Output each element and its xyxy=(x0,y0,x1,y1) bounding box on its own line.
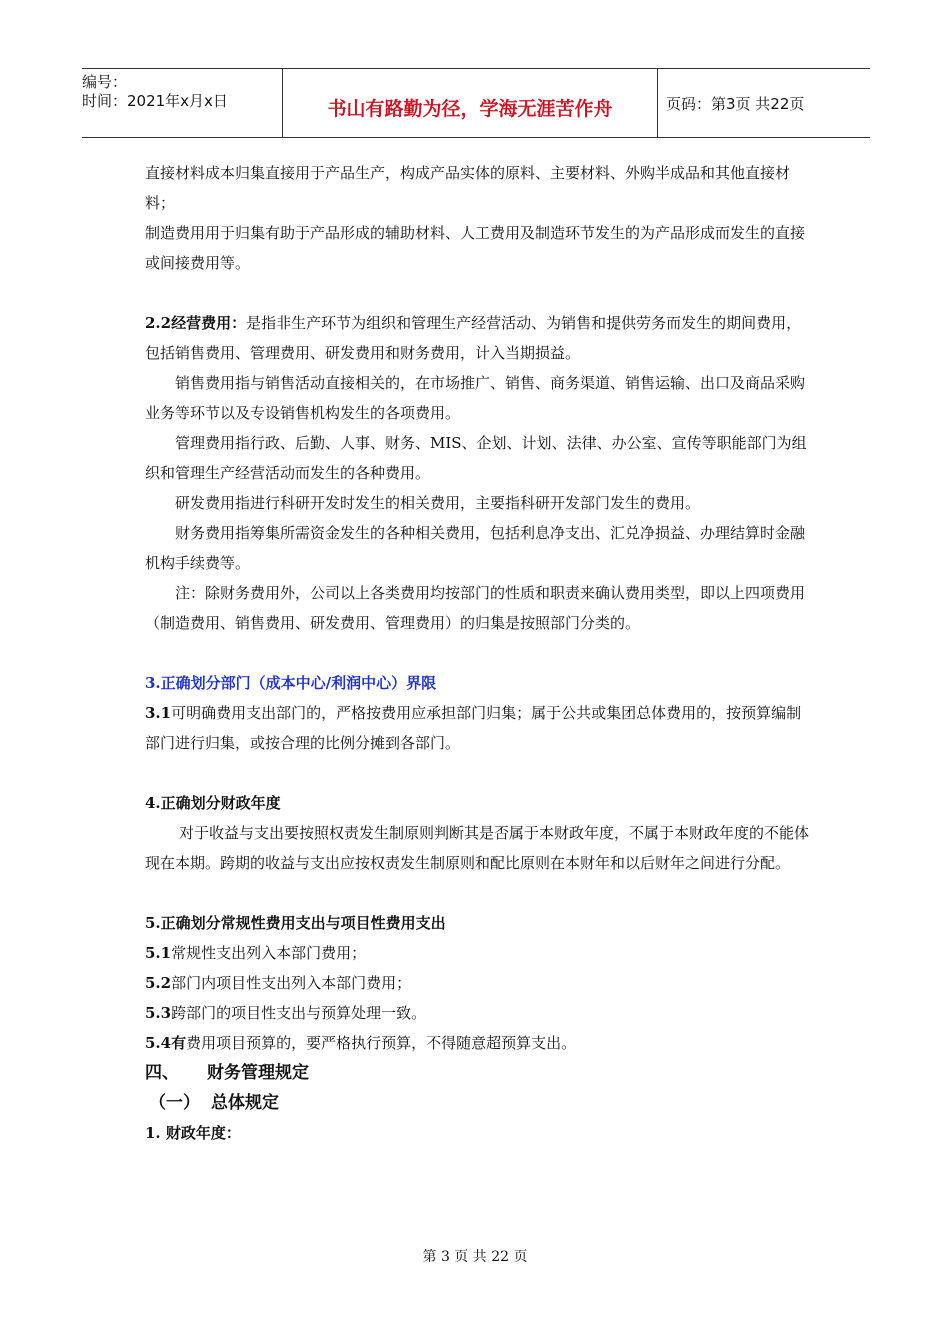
heading-four xyxy=(145,1058,810,1088)
heading-four-one-number: （一） xyxy=(149,1093,200,1113)
section-2-2-text: 是指非生产环节为组织和管理生产经营活动、为销售和提供劳务而发生的期间费用，包括销售费用、管理费用、研发费用和财务费用，计入当期损益。 xyxy=(145,314,802,362)
paragraph-direct-materials: 直接材料成本归集直接用于产品生产，构成产品实体的原料、主要材料、外购半成品和其他直接材料； xyxy=(145,164,791,212)
section-3-title: 3.正确划分部门（成本中心/利润中心）界限 xyxy=(145,674,437,692)
section-5-4 xyxy=(145,1028,810,1058)
section-5-2 xyxy=(145,968,810,998)
paragraph-manufacturing-cost: 制造费用用于归集有助于产品形成的辅助材料、人工费用及制造环节发生的为产品形成而发生的直接或间接费用等。 xyxy=(145,224,806,272)
section-4-text: 对于收益与支出要按照权责发生制原则判断其是否属于本财政年度，不属于本财政年度的不能体现在本期。跨期的收益与支出应按权责发生制原则和配比原则在本财年和以后财年之间进行分配。 xyxy=(145,824,810,872)
page-header xyxy=(82,68,870,138)
section-5-title: 5.正确划分常规性费用支出与项目性费用支出 xyxy=(145,914,446,932)
section-2-2-label: 2.2经营费用： xyxy=(145,314,247,332)
heading-four-number: 四、 xyxy=(145,1063,179,1083)
section-3-1 xyxy=(145,698,810,758)
paragraph-sales-cost: 销售费用指与销售活动直接相关的，在市场推广、销售、商务渠道、销售运输、出口及商品采购业务等环节以及专设销售机构发生的各项费用。 xyxy=(145,374,806,422)
paragraph-admin-cost: 管理费用指行政、后勤、人事、财务、MIS、企划、计划、法律、办公室、宣传等职能部门为组织和管理生产经营活动而发生的各种费用。 xyxy=(145,434,807,482)
item-fiscal-year: 1. 财政年度： xyxy=(145,1124,241,1142)
header-meta xyxy=(82,69,282,141)
heading-four-one xyxy=(145,1088,810,1118)
heading-four-one-text: 总体规定 xyxy=(211,1093,279,1113)
document-body xyxy=(145,158,810,1148)
section-5-3-text: 跨部门的项目性支出与预算处理一致。 xyxy=(171,1004,427,1022)
section-3-1-label: 3.1 xyxy=(145,704,172,722)
heading-four-text: 财务管理规定 xyxy=(207,1063,309,1083)
paragraph-note: 注：除财务费用外，公司以上各类费用均按部门的性质和职责来确认费用类型，即以上四项费用（制造费用、销售费用、研发费用、管理费用）的归集是按照部门分类的。 xyxy=(145,584,806,632)
paragraph-finance-cost: 财务费用指筹集所需资金发生的各种相关费用，包括利息净支出、汇兑净损益、办理结算时金融机构手续费等。 xyxy=(145,524,806,572)
section-5-3-label: 5.3 xyxy=(145,1004,172,1022)
section-5-2-label: 5.2 xyxy=(145,974,172,992)
paragraph-rd-cost: 研发费用指进行科研开发时发生的相关费用，主要指科研开发部门发生的费用。 xyxy=(175,494,701,512)
time-label: 时间：2021年x月x日 xyxy=(82,92,228,110)
section-5-4-text: 费用项目预算的，要严格执行预算，不得随意超预算支出。 xyxy=(186,1034,577,1052)
section-5-1-text: 常规性支出列入本部门费用； xyxy=(171,944,367,962)
section-5-2-text: 部门内项目性支出列入本部门费用； xyxy=(171,974,412,992)
section-5-1 xyxy=(145,938,810,968)
header-page-label: 页码：第3页 共22页 xyxy=(666,94,805,113)
section-5-1-label: 5.1 xyxy=(145,944,172,962)
section-4-title: 4.正确划分财政年度 xyxy=(145,794,281,812)
section-5-4-label: 5.4有 xyxy=(145,1034,187,1052)
section-2-2 xyxy=(145,308,810,368)
page-footer: 第 3 页 共 22 页 xyxy=(422,1249,528,1265)
header-motto: 书山有路勤为径，学海无涯苦作舟 xyxy=(282,69,658,137)
section-5-3 xyxy=(145,998,810,1028)
code-label: 编号： xyxy=(82,73,128,91)
section-3-1-text: 可明确费用支出部门的，严格按费用应承担部门归集；属于公共或集团总体费用的，按预算编制部门进行归集，或按合理的比例分摊到各部门。 xyxy=(145,704,802,752)
